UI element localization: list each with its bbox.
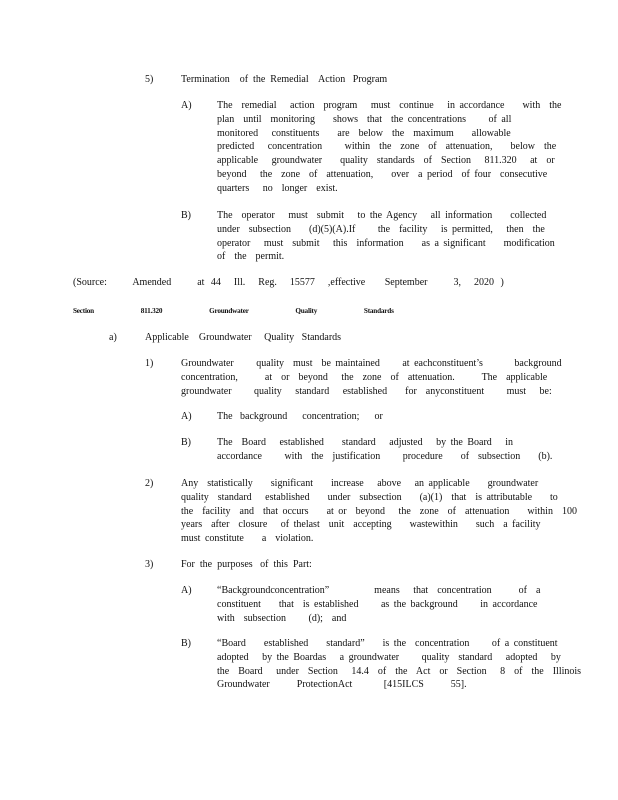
text-line: quarters no longer exist. [217,182,338,194]
text-line: The operator must submit to the Agency all information collected [217,210,547,221]
section-heading: Section 811.320 Groundwater Quality Standards [73,307,394,315]
text-line: years after closure of thelast unit accepting wastewithin such a facility [181,519,541,531]
text-line: predicted concentration within the zone of attenuation, below the [217,141,557,153]
item-1a-text: The background concentration; or [217,411,383,422]
text-line: the Board under Section 14.4 of the Act or Section 8 of the Illinois [217,665,582,677]
text-line: “Board established standard” is the concentration of a constituent [217,638,558,649]
text-line: The remedial action program must continue in accordance with the [217,100,562,111]
item-3b-paragraph [217,637,581,692]
text-line: The Board established standard adjusted by the Board in [217,437,514,448]
item-1-paragraph [181,357,562,398]
text-line: Groundwater quality must be maintained at eachconstituent’s background [181,358,562,369]
text-line: plan until monitoring shows that the concentrations of all [217,113,512,125]
item-5a-label: A) [181,100,192,111]
item-5b-label: B) [181,210,191,221]
text-line: quality standard established under subsection (a)(1) that is attributable to [181,491,558,503]
text-line: of the permit. [217,251,285,263]
item-2-label: 2) [145,478,154,489]
text-line: Groundwater ProtectionAct [415ILCS 55]. [217,679,467,691]
text-line: applicable groundwater quality standards of Section 811.320 at or [217,155,555,167]
subsection-a-label: a) [109,332,117,343]
text-line: adopted by the Boardas a groundwater quality standard adopted by [217,651,561,663]
text-line: Any statistically significant increase above an applicable groundwater [181,478,539,489]
item-1-label: 1) [145,358,154,369]
text-line: groundwater quality standard established for anyconstituent must be: [181,385,552,397]
item-3a-label: A) [181,585,192,596]
item-5b-paragraph [217,209,555,264]
item-3a-paragraph [217,584,540,625]
item-5-label: 5) [145,74,154,85]
text-line: monitored constituents are below the maximum allowable [217,127,511,139]
text-line: must constitute a violation. [181,533,314,545]
text-line: concentration, at or beyond the zone of attenuation. The applicable [181,371,548,383]
source-note: (Source: Amended at 44 Ill. Reg. 15577 ,effective September 3, 2020 ) [73,277,504,288]
subsection-a-title: Applicable Groundwater Quality Standards [145,332,342,343]
text-line: beyond the zone of attenuation, over a period of four consecutive [217,168,548,180]
item-1a-label: A) [181,411,192,422]
text-line: the facility and that occurs at or beyond the zone of attenuation within 100 [181,505,577,517]
item-5-title: Termination of the Remedial Action Program [181,74,388,85]
text-line: “Backgroundconcentration” means that concentration of a [217,585,541,596]
text-line: under subsection (d)(5)(A).If the facility is permitted, then the [217,223,545,235]
item-1b-paragraph [217,436,552,464]
text-line: constituent that is established as the background in accordance [217,598,538,610]
item-3-label: 3) [145,559,154,570]
item-3b-label: B) [181,638,191,649]
item-2-paragraph [181,477,577,546]
text-line: with subsection (d); and [217,612,347,624]
item-1b-label: B) [181,437,191,448]
text-line: operator must submit this information as a significant modification [217,237,555,249]
item-3-text: For the purposes of this Part: [181,559,312,570]
text-line: accordance with the justification procedure of subsection (b). [217,450,553,462]
item-5a-paragraph [217,99,561,196]
